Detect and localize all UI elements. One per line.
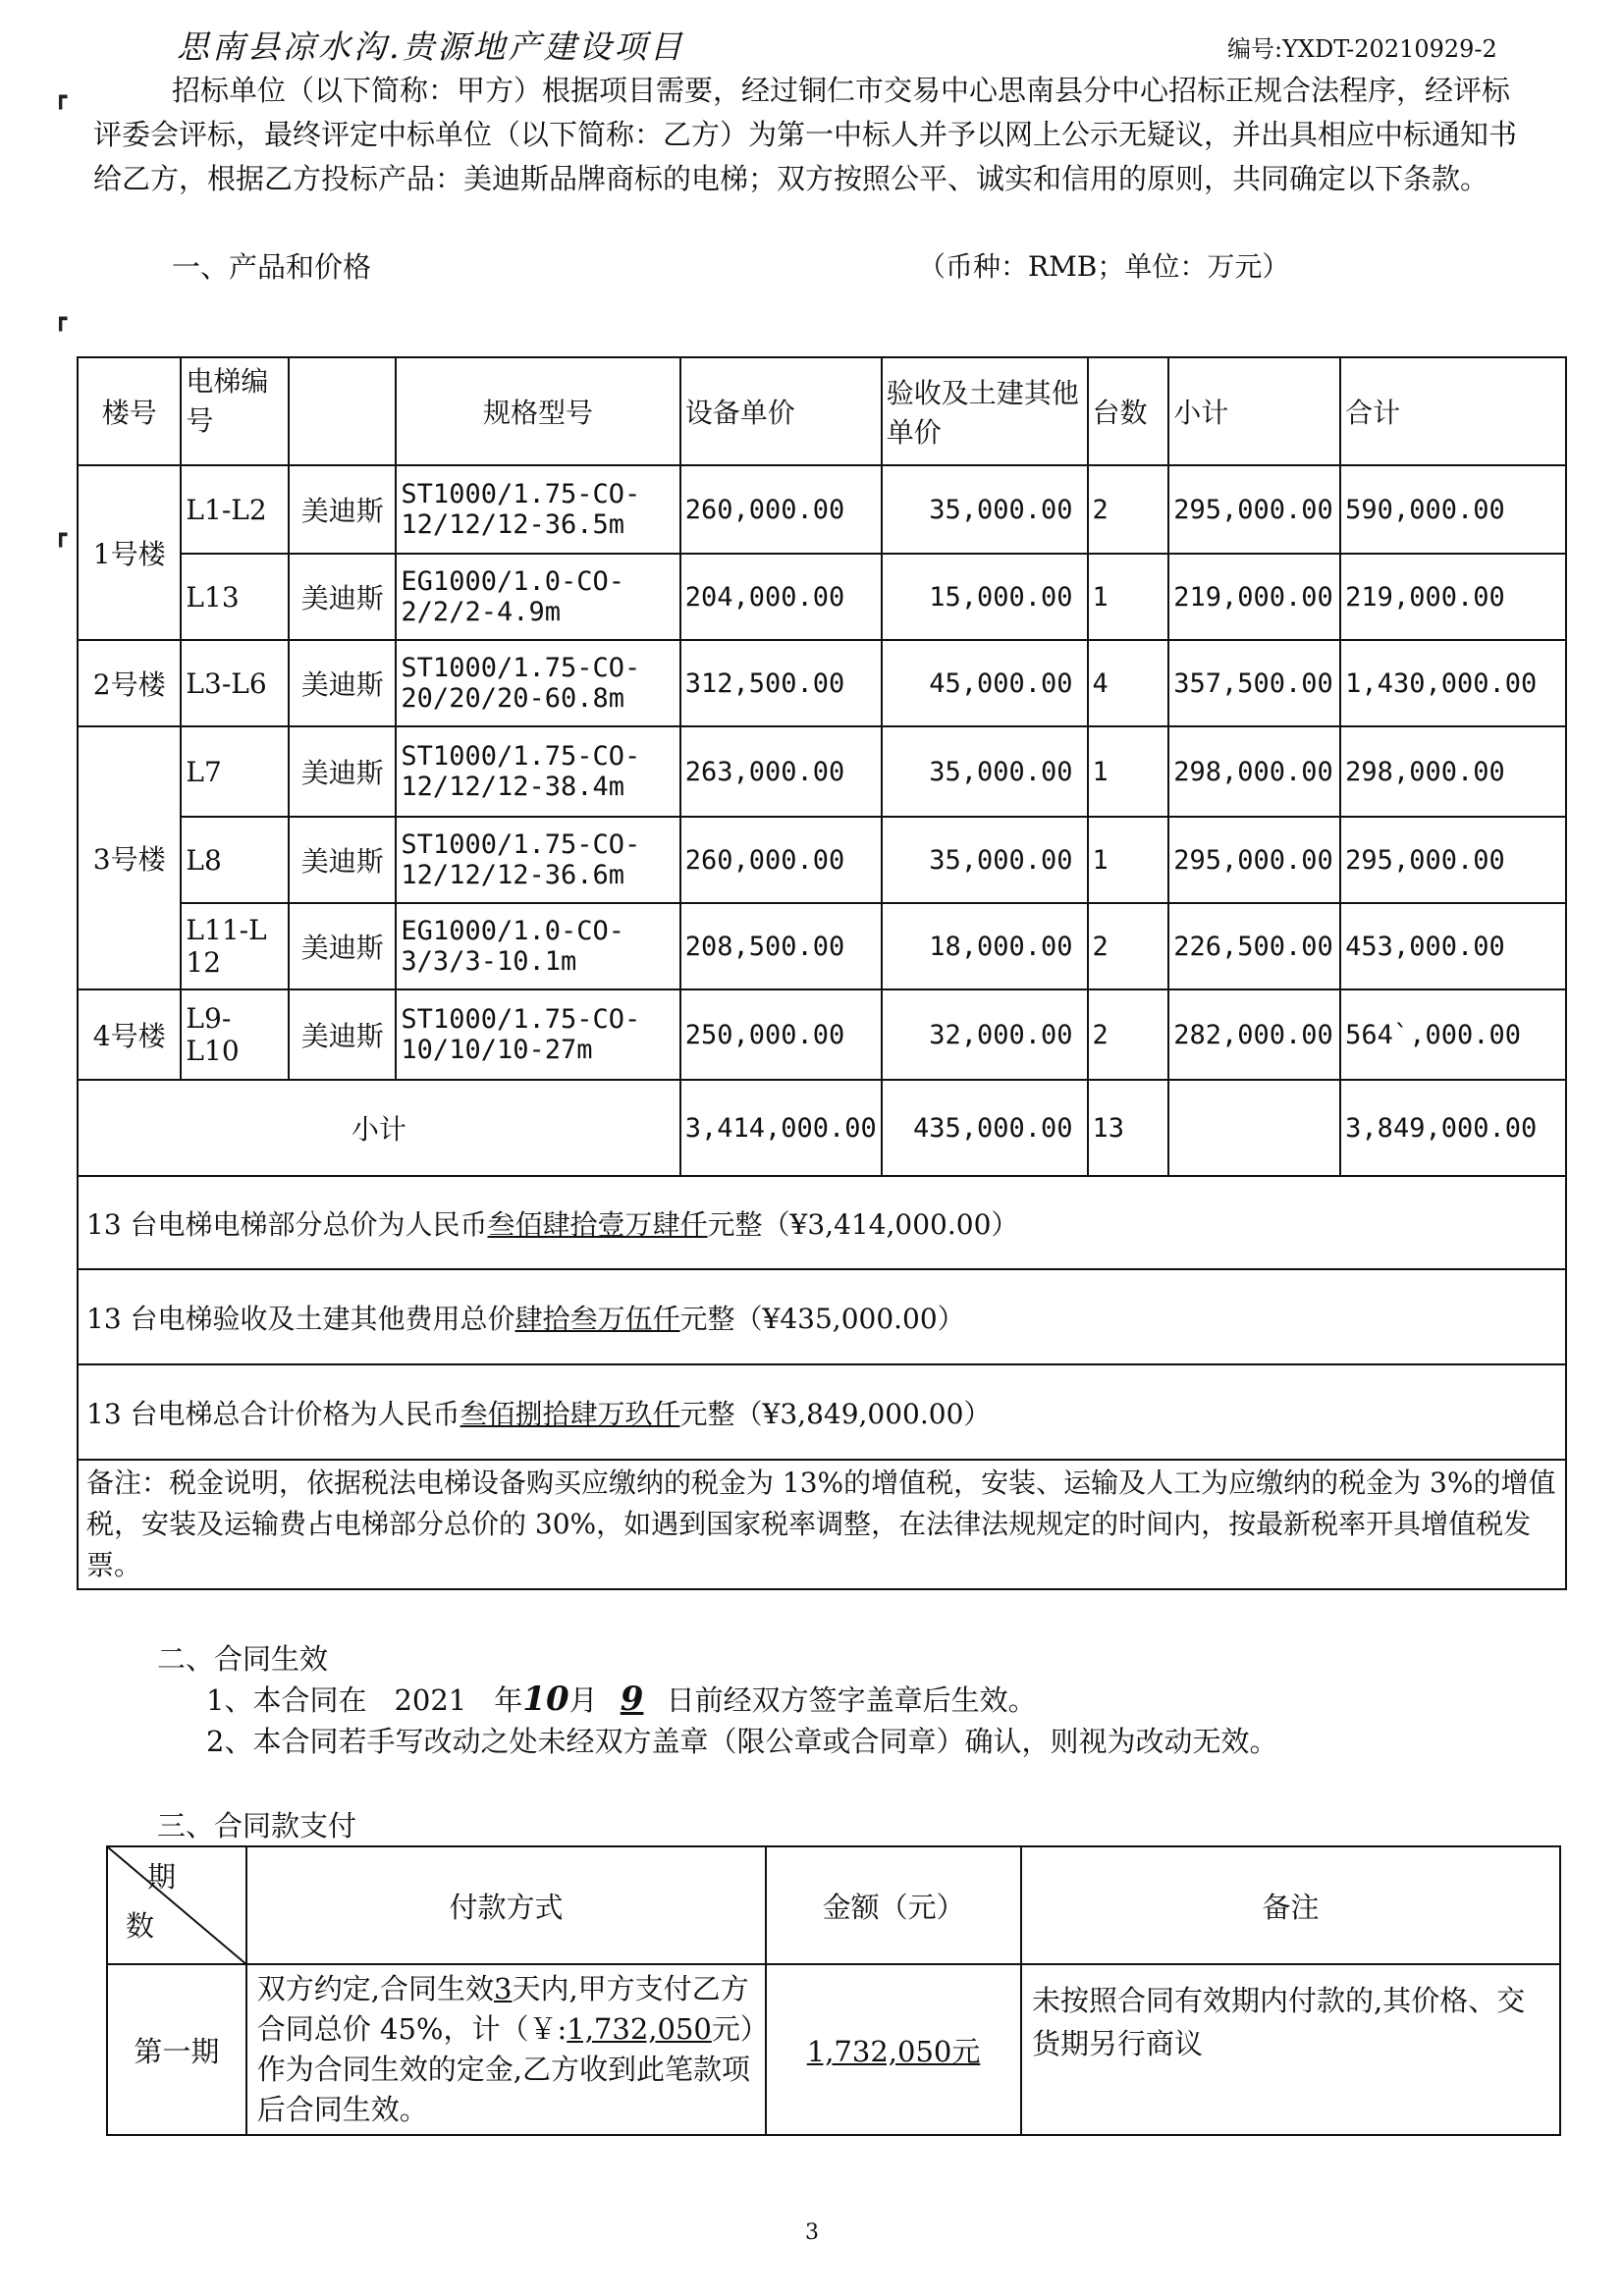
qty-cell: 1 [1088, 817, 1169, 903]
document-code: 编号:YXDT-20210929-2 [1227, 35, 1497, 63]
subtotal-cell: 357,500.00 [1168, 640, 1340, 726]
col-header-elevator-no: 电梯编号 [181, 357, 289, 465]
method-cell: 双方约定,合同生效3天内,甲方支付乙方合同总价 45%，计（￥:1,732,050元）作为合同生效的定金,乙方收到此笔款项后合同生效。 [246, 1964, 766, 2135]
col-header-total: 合计 [1340, 357, 1566, 465]
unit-price-cell: 312,500.00 [680, 640, 882, 726]
unit-price-cell: 263,000.00 [680, 726, 882, 817]
brand-cell: 美迪斯 [289, 465, 396, 554]
spec-cell: ST1000/1.75-CO-20/20/20-60.8m [396, 640, 679, 726]
qty-cell: 2 [1088, 903, 1169, 989]
subtotal-cell: 295,000.00 [1168, 465, 1340, 554]
qty-cell: 4 [1088, 640, 1169, 726]
col-header-qty: 台数 [1088, 357, 1169, 465]
col-header-subtotal: 小计 [1168, 357, 1340, 465]
sum-row [78, 1080, 1566, 1176]
subtotal-cell: 282,000.00 [1168, 989, 1340, 1080]
sum-unit-price: 3,414,000.00 [680, 1080, 882, 1176]
spec-cell: EG1000/1.0-CO-2/2/2-4.9m [396, 554, 679, 640]
elevator-no-cell: L1-L2 [181, 465, 289, 554]
elevator-total-line: 13 台电梯电梯部分总价为人民币叁佰肆拾壹万肆仟元整（¥3,414,000.00） [78, 1176, 1566, 1269]
building-cell: 2号楼 [78, 640, 181, 726]
total-cell: 298,000.00 [1340, 726, 1566, 817]
sum-other-price: 435,000.00 [882, 1080, 1088, 1176]
subtotal-cell: 219,000.00 [1168, 554, 1340, 640]
table-row [78, 640, 1566, 726]
grand-total-line: 13 台电梯总合计价格为人民币叁佰捌拾肆万玖仟元整（¥3,849,000.00） [78, 1364, 1566, 1460]
spec-cell: ST1000/1.75-CO-12/12/12-36.5m [396, 465, 679, 554]
total-cell: 590,000.00 [1340, 465, 1566, 554]
other-price-cell: 32,000.00 [882, 989, 1088, 1080]
punch-mark-icon: ┏ [54, 84, 68, 110]
elevator-no-cell: L11-L12 [181, 903, 289, 989]
brand-cell: 美迪斯 [289, 989, 396, 1080]
sum-total: 3,849,000.00 [1340, 1080, 1566, 1176]
elevator-no-cell: L8 [181, 817, 289, 903]
punch-mark-icon: ┏ [54, 306, 68, 332]
section-3-title: 三、合同款支付 [157, 1809, 357, 1842]
other-price-cell: 35,000.00 [882, 465, 1088, 554]
brand-cell: 美迪斯 [289, 640, 396, 726]
amount-cell: 1,732,050元 [766, 1964, 1021, 2135]
other-fee-total-line: 13 台电梯验收及土建其他费用总价肆拾叁万伍仟元整（¥435,000.00） [78, 1269, 1566, 1364]
col-header-brand [289, 357, 396, 465]
elevator-no-cell: L3-L6 [181, 640, 289, 726]
punch-mark-icon: ┏ [54, 522, 68, 548]
col-header-other-price: 验收及土建其他单价 [882, 357, 1088, 465]
spec-cell: EG1000/1.0-CO-3/3/3-10.1m [396, 903, 679, 989]
brand-cell: 美迪斯 [289, 726, 396, 817]
unit-price-cell: 204,000.00 [680, 554, 882, 640]
handwritten-day: 9 [620, 1680, 644, 1719]
table-row [78, 465, 1566, 554]
amendment-clause: 2、本合同若手写改动之处未经双方盖章（限公章或合同章）确认，则视为改动无效。 [206, 1725, 1278, 1758]
elevator-no-cell: L13 [181, 554, 289, 640]
unit-price-cell: 208,500.00 [680, 903, 882, 989]
effective-date-clause: 1、本合同在 2021 年10月 9 日前经双方签字盖章后生效。 [206, 1680, 1037, 1719]
section-2-title: 二、合同生效 [157, 1642, 329, 1676]
table-row [78, 903, 1566, 989]
section-1-title: 一、产品和价格 [172, 250, 372, 284]
col-header-period: 期 数 [107, 1846, 246, 1964]
qty-cell: 1 [1088, 554, 1169, 640]
total-cell: 1,430,000.00 [1340, 640, 1566, 726]
qty-cell: 1 [1088, 726, 1169, 817]
unit-price-cell: 260,000.00 [680, 465, 882, 554]
sum-label: 小计 [78, 1080, 680, 1176]
other-price-cell: 35,000.00 [882, 726, 1088, 817]
elevator-no-cell: L9-L10 [181, 989, 289, 1080]
col-header-note: 备注 [1021, 1846, 1560, 1964]
sum-qty: 13 [1088, 1080, 1169, 1176]
brand-cell: 美迪斯 [289, 903, 396, 989]
total-cell: 564`,000.00 [1340, 989, 1566, 1080]
total-cell: 219,000.00 [1340, 554, 1566, 640]
table-row [78, 817, 1566, 903]
building-cell: 4号楼 [78, 989, 181, 1080]
intro-paragraph: 招标单位（以下简称：甲方）根据项目需要，经过铜仁市交易中心思南县分中心招标正规合法程序，经评标评委会评标，最终评定中标单位（以下简称：乙方）为第一中标人并予以网上公示无疑议，并出具相应中标通知书给乙方，根据乙方投标产品：美迪斯品牌商标的电梯；双方按照公平、诚实和信用的原则，共同确定以下条款。 [93, 74, 1518, 195]
total-cell: 453,000.00 [1340, 903, 1566, 989]
sum-subtotal-empty [1168, 1080, 1340, 1176]
total-cell: 295,000.00 [1340, 817, 1566, 903]
table-row [78, 554, 1566, 640]
subtotal-cell: 295,000.00 [1168, 817, 1340, 903]
building-cell: 1号楼 [78, 465, 181, 640]
building-cell: 3号楼 [78, 726, 181, 989]
col-header-method: 付款方式 [246, 1846, 766, 1964]
other-price-cell: 45,000.00 [882, 640, 1088, 726]
table-row [78, 989, 1566, 1080]
spec-cell: ST1000/1.75-CO-10/10/10-27m [396, 989, 679, 1080]
table-row [107, 1964, 1560, 2135]
unit-price-cell: 260,000.00 [680, 817, 882, 903]
qty-cell: 2 [1088, 989, 1169, 1080]
unit-price-cell: 250,000.00 [680, 989, 882, 1080]
qty-cell: 2 [1088, 465, 1169, 554]
other-price-cell: 15,000.00 [882, 554, 1088, 640]
brand-cell: 美迪斯 [289, 554, 396, 640]
other-price-cell: 18,000.00 [882, 903, 1088, 989]
spec-cell: ST1000/1.75-CO-12/12/12-38.4m [396, 726, 679, 817]
col-header-unit-price: 设备单价 [680, 357, 882, 465]
elevator-no-cell: L7 [181, 726, 289, 817]
project-title: 思南县凉水沟.贵源地产建设项目 [177, 27, 685, 66]
handwritten-month: 10 [522, 1680, 569, 1719]
page-number: 3 [805, 2220, 819, 2245]
period-cell: 第一期 [107, 1964, 246, 2135]
subtotal-cell: 298,000.00 [1168, 726, 1340, 817]
currency-unit-note: （币种：RMB；单位：万元） [918, 250, 1290, 283]
price-table [77, 356, 1567, 1590]
table-row [78, 726, 1566, 817]
note-cell: 未按照合同有效期内付款的,其价格、交货期另行商议 [1021, 1964, 1560, 2135]
payment-table [106, 1845, 1561, 2136]
col-header-building: 楼号 [78, 357, 181, 465]
spec-cell: ST1000/1.75-CO-12/12/12-36.6m [396, 817, 679, 903]
brand-cell: 美迪斯 [289, 817, 396, 903]
col-header-spec: 规格型号 [396, 357, 679, 465]
subtotal-cell: 226,500.00 [1168, 903, 1340, 989]
other-price-cell: 35,000.00 [882, 817, 1088, 903]
col-header-amount: 金额（元） [766, 1846, 1021, 1964]
tax-note: 备注：税金说明，依据税法电梯设备购买应缴纳的税金为 13%的增值税，安装、运输及人工为应缴纳的税金为 3%的增值税，安装及运输费占电梯部分总价的 30%，如遇到国家税率调整，在法律法规规定的时间内，按最新税率开具增值税发票。 [78, 1460, 1566, 1589]
